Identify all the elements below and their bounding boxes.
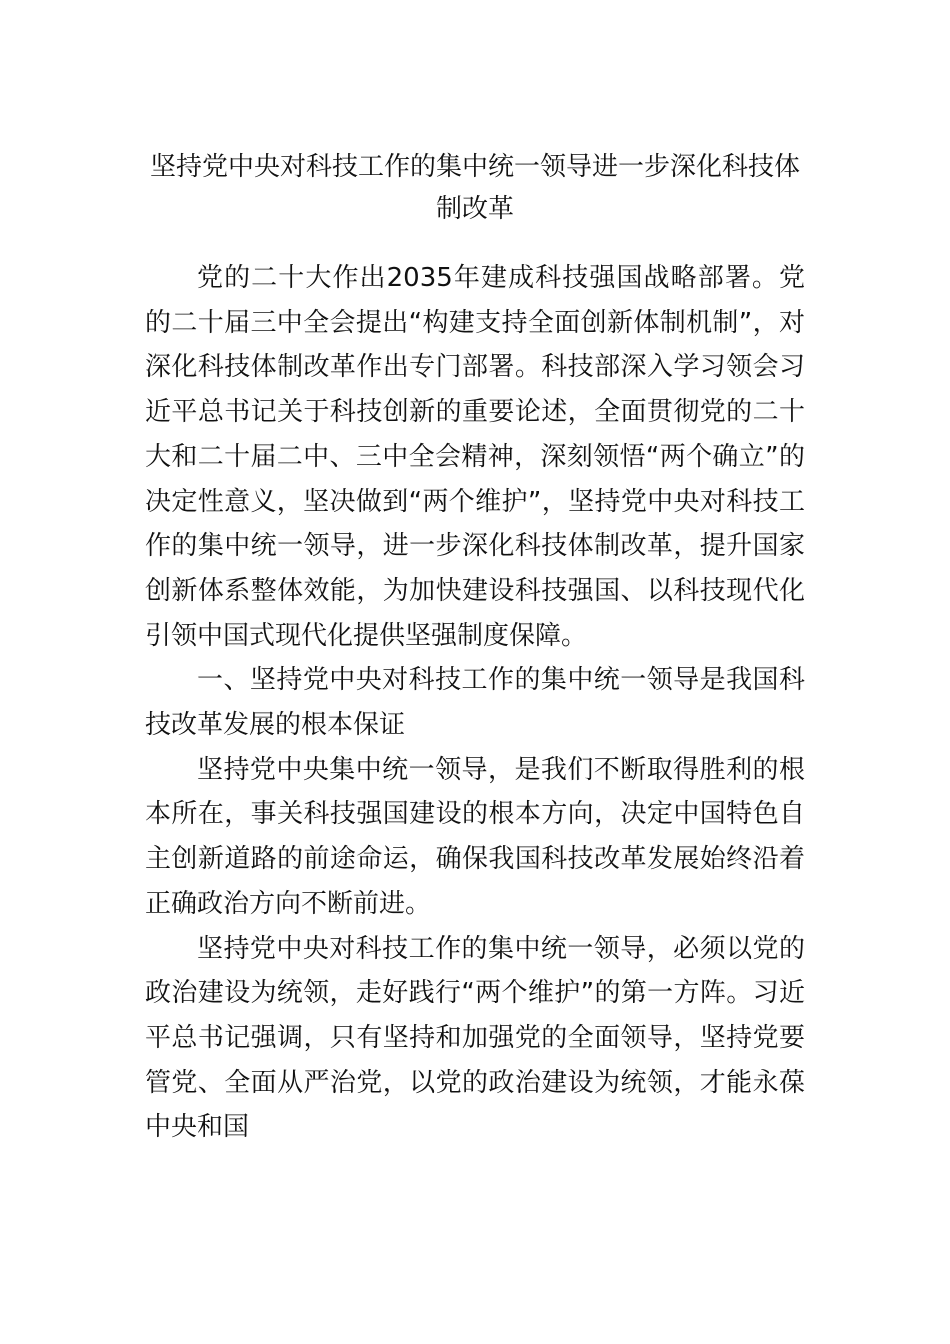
paragraph-3: 坚持党中央对科技工作的集中统一领导，必须以党的政治建设为统领，走好践行“两个维护”的第一方阵。习近平总书记强调，只有坚持和加强党的全面领导，坚持党要管党、全面从严治党，以党的政治建设为统领，才能永葆中央和国 <box>145 933 805 1143</box>
document-title: 坚持党中央对科技工作的集中统一领导进一步深化科技体制改革 <box>149 152 800 224</box>
paragraph-intro: 党的二十大作出2035年建成科技强国战略部署。党的二十届三中全会提出“构建支持全面创新体制机制”，对深化科技体制改革作出专门部署。科技部深入学习领会习近平总书记关于科技创新的重要论述，全面贯彻党的二十大和二十届二中、三中全会精神，深刻领悟“两个确立”的决定性意义，坚决做到“两个维护”，坚持党中央对科技工作的集中统一领导，进一步深化科技体制改革，提升国家创新体系整体效能，为加快建设科技强国、以科技现代化引领中国式现代化提供坚强制度保障。 <box>145 263 805 651</box>
paragraph-2: 坚持党中央集中统一领导，是我们不断取得胜利的根本所在，事关科技强国建设的根本方向，决定中国特色自主创新道路的前途命运，确保我国科技改革发展始终沿着正确政治方向不断前进。 <box>145 754 805 919</box>
document-body <box>145 256 805 1150</box>
section-heading-1: 一、坚持党中央对科技工作的集中统一领导是我国科技改革发展的根本保证 <box>145 665 805 741</box>
